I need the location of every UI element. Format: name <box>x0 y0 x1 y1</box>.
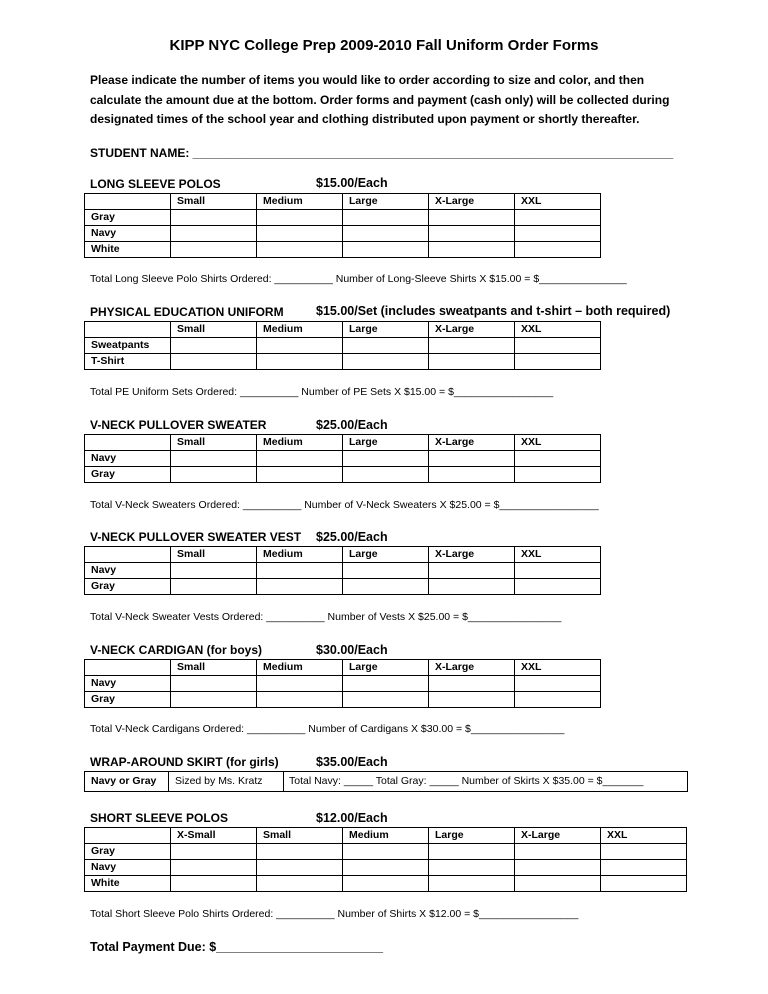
quantity-cell[interactable] <box>171 226 257 242</box>
color-label: Gray <box>85 844 171 860</box>
quantity-cell[interactable] <box>429 579 515 595</box>
size-header: Medium <box>257 435 343 451</box>
quantity-cell[interactable] <box>257 210 343 226</box>
size-header: X-Large <box>429 194 515 210</box>
quantity-cell[interactable] <box>515 579 601 595</box>
size-header: Large <box>343 322 429 338</box>
quantity-cell[interactable] <box>429 354 515 370</box>
quantity-cell[interactable] <box>515 692 601 708</box>
color-label: Navy <box>85 226 171 242</box>
size-header: Small <box>171 547 257 563</box>
quantity-cell[interactable] <box>257 876 343 892</box>
color-label: Gray <box>85 692 171 708</box>
color-label: Navy <box>85 676 171 692</box>
size-header: X-Large <box>429 547 515 563</box>
long-sleeve-total-line[interactable]: Total Long Sleeve Polo Shirts Ordered: __________ Number of Long-Sleeve Shirts X $15.00 = $_______________ <box>90 273 627 285</box>
quantity-cell[interactable] <box>515 451 601 467</box>
quantity-cell[interactable] <box>601 860 687 876</box>
quantity-cell[interactable] <box>343 844 429 860</box>
size-header: XXL <box>515 194 601 210</box>
sweater-vest-price: $25.00/Each <box>316 530 388 544</box>
student-name-field[interactable]: STUDENT NAME: ________________________________________________________________________ <box>90 146 674 160</box>
size-header: X-Large <box>429 435 515 451</box>
quantity-cell[interactable] <box>171 210 257 226</box>
total-payment-field[interactable]: Total Payment Due: $________________________ <box>90 940 384 954</box>
size-header: Large <box>343 660 429 676</box>
quantity-cell[interactable] <box>257 579 343 595</box>
quantity-cell[interactable] <box>515 563 601 579</box>
quantity-cell[interactable] <box>171 242 257 258</box>
quantity-cell[interactable] <box>343 692 429 708</box>
quantity-cell[interactable] <box>171 844 257 860</box>
short-sleeve-price: $12.00/Each <box>316 811 388 825</box>
color-label: White <box>85 876 171 892</box>
quantity-cell[interactable] <box>343 579 429 595</box>
size-header: Small <box>171 660 257 676</box>
skirt-color-label: Navy or Gray <box>91 775 157 787</box>
color-label: Gray <box>85 467 171 483</box>
quantity-cell[interactable] <box>257 226 343 242</box>
quantity-cell[interactable] <box>257 860 343 876</box>
quantity-cell[interactable] <box>343 876 429 892</box>
sweater-vest-total-line[interactable]: Total V-Neck Sweater Vests Ordered: __________ Number of Vests X $25.00 = $________________ <box>90 611 562 623</box>
quantity-cell[interactable] <box>429 692 515 708</box>
item-label: Sweatpants <box>85 338 171 354</box>
pe-uniform-total-line[interactable]: Total PE Uniform Sets Ordered: __________ Number of PE Sets X $15.00 = $_________________ <box>90 386 554 398</box>
quantity-cell[interactable] <box>257 563 343 579</box>
quantity-cell[interactable] <box>343 563 429 579</box>
size-header: Medium <box>257 194 343 210</box>
size-header: XXL <box>515 435 601 451</box>
size-header: Small <box>257 828 343 844</box>
quantity-cell[interactable] <box>257 676 343 692</box>
sweater-heading: V-NECK PULLOVER SWEATER <box>90 418 267 432</box>
cardigan-heading: V-NECK CARDIGAN (for boys) <box>90 643 263 657</box>
long-sleeve-price: $15.00/Each <box>316 176 388 190</box>
pe-uniform-price: $15.00/Set (includes sweatpants and t-shirt – both required) <box>316 304 671 318</box>
quantity-cell[interactable] <box>343 860 429 876</box>
size-header: Large <box>343 547 429 563</box>
size-header: Large <box>343 194 429 210</box>
quantity-cell[interactable] <box>257 338 343 354</box>
cardigan-price: $30.00/Each <box>316 643 388 657</box>
color-label: Gray <box>85 579 171 595</box>
cardigan-order-table <box>84 659 601 708</box>
item-label: T-Shirt <box>85 354 171 370</box>
quantity-cell[interactable] <box>171 692 257 708</box>
short-sleeve-order-table <box>84 827 687 892</box>
quantity-cell[interactable] <box>171 876 257 892</box>
short-sleeve-total-line[interactable]: Total Short Sleeve Polo Shirts Ordered: __________ Number of Shirts X $12.00 = $_________________ <box>90 908 579 920</box>
quantity-cell[interactable] <box>429 242 515 258</box>
color-label: Navy <box>85 563 171 579</box>
quantity-cell[interactable] <box>171 467 257 483</box>
quantity-cell[interactable] <box>171 579 257 595</box>
sweater-vest-order-table <box>84 546 601 595</box>
quantity-cell[interactable] <box>343 467 429 483</box>
sweater-total-line[interactable]: Total V-Neck Sweaters Ordered: __________ Number of V-Neck Sweaters X $25.00 = $_________________ <box>90 499 599 511</box>
size-header: Large <box>343 435 429 451</box>
page-title: KIPP NYC College Prep 2009-2010 Fall Uniform Order Forms <box>169 37 599 54</box>
size-header: Small <box>171 194 257 210</box>
quantity-cell[interactable] <box>515 210 601 226</box>
long-sleeve-heading: LONG SLEEVE POLOS <box>90 177 221 191</box>
quantity-cell[interactable] <box>515 467 601 483</box>
quantity-cell[interactable] <box>257 354 343 370</box>
quantity-cell[interactable] <box>429 876 515 892</box>
quantity-cell[interactable] <box>257 692 343 708</box>
size-header: X-Small <box>171 828 257 844</box>
size-header: Medium <box>257 660 343 676</box>
quantity-cell[interactable] <box>429 467 515 483</box>
size-header: X-Large <box>429 660 515 676</box>
skirt-sizing-note: Sized by Ms. Kratz <box>175 775 263 787</box>
quantity-cell[interactable] <box>429 338 515 354</box>
quantity-cell[interactable] <box>515 876 601 892</box>
size-header: XXL <box>601 828 687 844</box>
size-header: Large <box>429 828 515 844</box>
quantity-cell[interactable] <box>515 844 601 860</box>
quantity-cell[interactable] <box>257 844 343 860</box>
quantity-cell[interactable] <box>429 451 515 467</box>
size-header: Small <box>171 322 257 338</box>
quantity-cell[interactable] <box>171 676 257 692</box>
cell-divider <box>283 772 284 791</box>
quantity-cell[interactable] <box>343 338 429 354</box>
quantity-cell[interactable] <box>257 242 343 258</box>
size-header: XXL <box>515 660 601 676</box>
skirt-price: $35.00/Each <box>316 755 388 769</box>
intro-paragraph: Please indicate the number of items you would like to order according to size and color, and then calculate the amount due at the bottom. Order forms and payment (cash only) will be collected during designated times of the school year and clothing distributed upon payment or shortly thereafter. <box>90 73 670 126</box>
skirt-order-row <box>84 771 688 792</box>
color-label: Gray <box>85 210 171 226</box>
skirt-total-line[interactable]: Total Navy: _____ Total Gray: _____ Number of Skirts X $35.00 = $_______ <box>289 775 644 787</box>
color-label: Navy <box>85 860 171 876</box>
quantity-cell[interactable] <box>429 844 515 860</box>
quantity-cell[interactable] <box>515 860 601 876</box>
pe-uniform-order-table <box>84 321 601 370</box>
color-label: White <box>85 242 171 258</box>
cardigan-total-line[interactable]: Total V-Neck Cardigans Ordered: __________ Number of Cardigans X $30.00 = $________________ <box>90 723 565 735</box>
color-label: Navy <box>85 451 171 467</box>
size-header: XXL <box>515 547 601 563</box>
pe-uniform-heading: PHYSICAL EDUCATION UNIFORM <box>90 305 284 319</box>
quantity-cell[interactable] <box>343 226 429 242</box>
quantity-cell[interactable] <box>171 338 257 354</box>
skirt-heading: WRAP-AROUND SKIRT (for girls) <box>90 755 279 769</box>
quantity-cell[interactable] <box>171 354 257 370</box>
quantity-cell[interactable] <box>429 676 515 692</box>
quantity-cell[interactable] <box>343 451 429 467</box>
sweater-vest-heading: V-NECK PULLOVER SWEATER VEST <box>90 530 302 544</box>
quantity-cell[interactable] <box>343 242 429 258</box>
size-header: Medium <box>257 547 343 563</box>
quantity-cell[interactable] <box>601 876 687 892</box>
cell-divider <box>168 772 169 791</box>
quantity-cell[interactable] <box>601 844 687 860</box>
long-sleeve-order-table <box>84 193 601 258</box>
quantity-cell[interactable] <box>171 451 257 467</box>
size-header: XXL <box>515 322 601 338</box>
quantity-cell[interactable] <box>343 354 429 370</box>
short-sleeve-heading: SHORT SLEEVE POLOS <box>90 811 229 825</box>
quantity-cell[interactable] <box>515 354 601 370</box>
size-header: Medium <box>343 828 429 844</box>
quantity-cell[interactable] <box>343 210 429 226</box>
size-header: X-Large <box>515 828 601 844</box>
quantity-cell[interactable] <box>515 338 601 354</box>
quantity-cell[interactable] <box>171 563 257 579</box>
quantity-cell[interactable] <box>429 210 515 226</box>
quantity-cell[interactable] <box>257 467 343 483</box>
quantity-cell[interactable] <box>429 563 515 579</box>
sweater-order-table <box>84 434 601 483</box>
quantity-cell[interactable] <box>171 860 257 876</box>
quantity-cell[interactable] <box>515 676 601 692</box>
quantity-cell[interactable] <box>343 676 429 692</box>
quantity-cell[interactable] <box>515 242 601 258</box>
size-header: X-Large <box>429 322 515 338</box>
size-header: Small <box>171 435 257 451</box>
quantity-cell[interactable] <box>515 226 601 242</box>
quantity-cell[interactable] <box>429 226 515 242</box>
quantity-cell[interactable] <box>429 860 515 876</box>
size-header: Medium <box>257 322 343 338</box>
sweater-price: $25.00/Each <box>316 418 388 432</box>
quantity-cell[interactable] <box>257 451 343 467</box>
